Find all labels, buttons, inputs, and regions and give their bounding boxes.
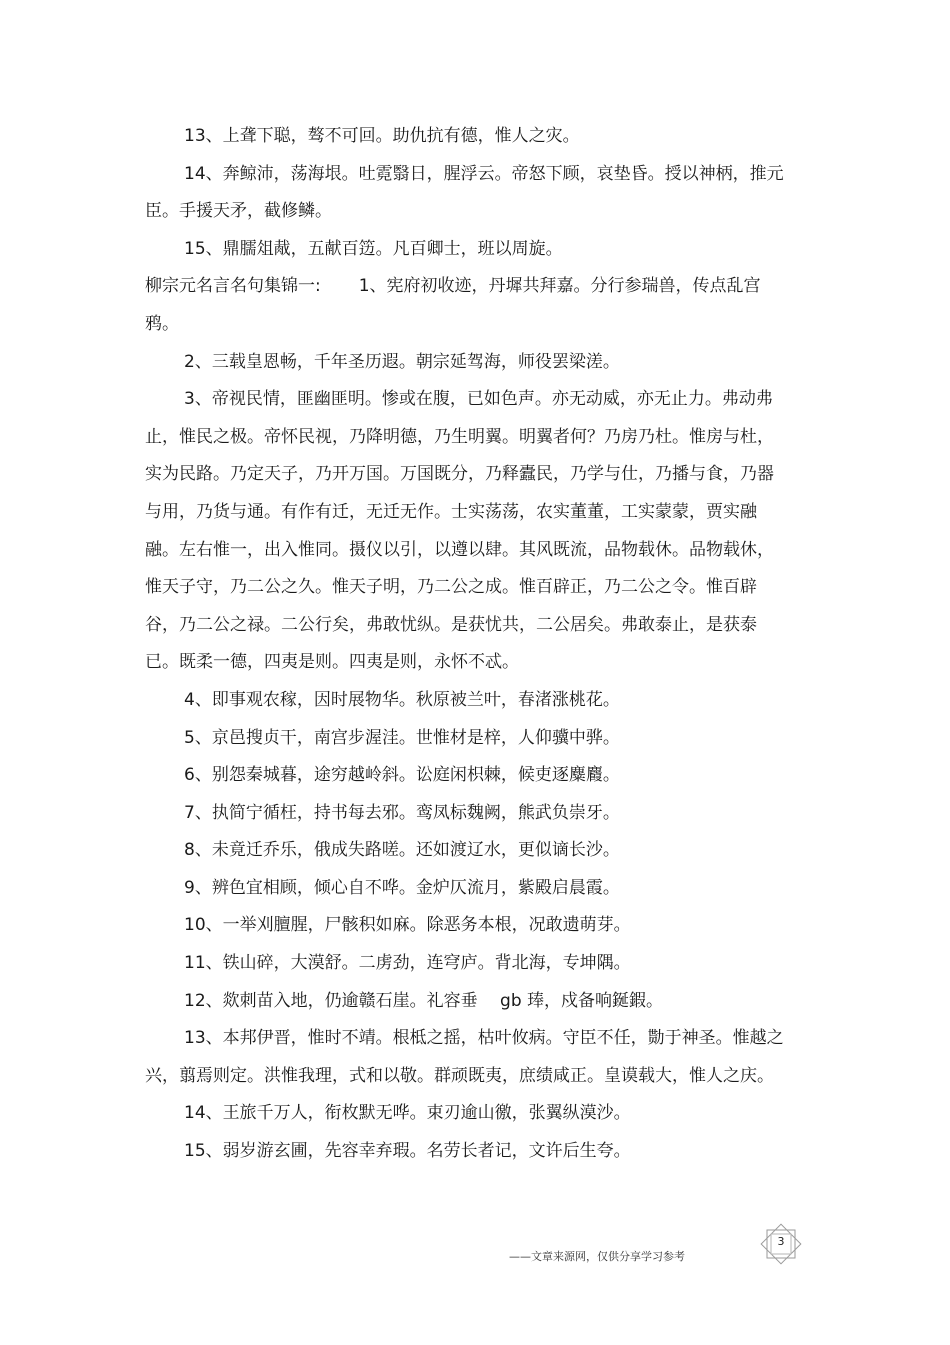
paragraph-11: 8、未竟迁乔乐，俄成失路嗟。还如渡辽水，更似谪长沙。 (184, 840, 620, 861)
paragraph-3: 15、鼎臑俎胾，五献百笾。凡百卿士，班以周旋。 (184, 238, 563, 259)
paragraph-16: 13、本邦伊晋，惟时不靖。根柢之摇，枯叶攸病。守臣不任，勚于神圣。惟越之兴，翦焉则定。洪惟我理，式和以敬。群顽既夷，庶绩咸正。皇谟载大，惟人之庆。 (145, 1028, 784, 1086)
paragraph-1: 13、上聋下聪，骜不可回。助仇抗有德，惟人之灾。 (184, 126, 580, 146)
paragraph-8: 5、京邑搜贞干，南宫步渥洼。世惟材是梓，人仰骥中骅。 (184, 727, 620, 748)
paragraph-12: 9、辨色宜相顾，倾心自不哗。金炉仄流月，紫殿启晨霞。 (184, 877, 620, 898)
section-heading: 柳宗元名言名句集锦一: (145, 276, 321, 297)
paragraph-6: 3、帝视民情，匪幽匪明。惨或在腹，已如色声。亦无动威，亦无止力。弗动弗止，惟民之极。帝怀民视，乃降明德，乃生明翼。明翼者何？乃房乃杜。惟房与杜，实为民路。乃定天子，乃开万国。万国既分，乃释蠹民，乃学与仕，乃播与食，乃器与用，乃货与通。有作有迁，无迁无作。士实荡荡，农实董董，工实蒙蒙，贾实融融。左右惟一，出入惟同。摄仪以引，以遵以肆。其风既流，品物载休。品物载休，惟天子守，乃二公之久。惟天子明，乃二公之成。惟百辟正，乃二公之令。惟百辟谷，乃二公之禄。二公行矣，弗敢忧纵。是获忧共，二公居矣。弗敢泰止，是获泰已。既柔一德，四夷是则。四夷是则，永怀不忒。 (145, 389, 774, 673)
page-number-badge (758, 1221, 804, 1267)
section-first-item: 1、宪府初收迹，丹墀共拜嘉。分行参瑞兽，传点乱宫鸦。 (145, 276, 761, 334)
paragraph-17: 14、王旅千万人，衔枚默无哗。束刃逾山徼，张翼纵漠沙。 (184, 1103, 631, 1124)
paragraph-2: 14、奔鲸沛，荡海垠。吐霓翳日，腥浮云。帝怒下顾，哀垫昏。授以神柄，推元臣。手援天矛，截修鳞。 (145, 163, 784, 222)
paragraph-13: 10、一举刈膻腥，尸骸积如麻。除恶务本根，况敢遗萌芽。 (184, 915, 631, 936)
paragraph-5: 2、三载皇恩畅，千年圣历遐。朝宗延驾海，师役罢梁溠。 (184, 351, 620, 372)
paragraph-18: 15、弱岁游玄圃，先容幸弃瑕。名劳长者记，文许后生夸。 (184, 1141, 631, 1162)
document-body (145, 118, 785, 1171)
paragraph-10: 7、执简宁循枉，持书每去邪。鸾凤标魏阙，熊武负崇牙。 (184, 802, 620, 823)
footer-note: ——文章来源网，仅供分享学习参考 (509, 1250, 685, 1263)
paragraph-section-heading (145, 268, 785, 343)
paragraph-9: 6、别怨秦城暮，途穷越岭斜。讼庭闲枳棘，候吏逐麋麚。 (184, 765, 620, 786)
page-number: 3 (777, 1235, 785, 1248)
paragraph-7: 4、即事观农稼，因时展物华。秋原被兰叶，春渚涨桃花。 (184, 689, 620, 710)
paragraph-15: 12、欻刺苗入地，仍逾赣石崖。礼容垂 gb 琫，戍备响鋋鍜。 (184, 990, 664, 1011)
paragraph-14: 11、铁山碎，大漠舒。二虏劲，连穹庐。背北海，专坤隅。 (184, 953, 631, 974)
